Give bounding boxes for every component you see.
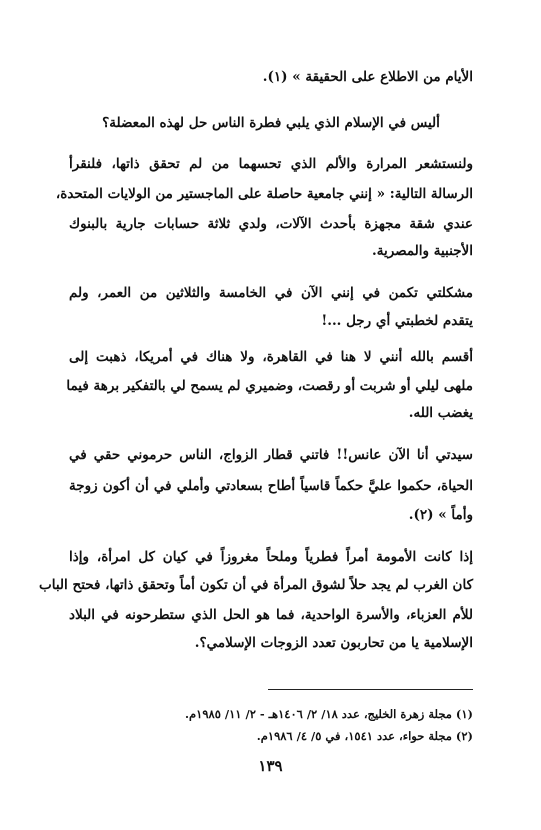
text-line: الحياة، حكموا عليَّ حكماً قاسياً أطاح بسعادتي وأملي في أن أكون زوجة (69, 478, 473, 494)
text-line: وأماً » (٢). (408, 507, 473, 523)
text-line: الأيام من الاطلاع على الحقيقة » (١). (262, 69, 473, 85)
text-line: يتقدم لخطبتي أي رجل ...! (321, 313, 473, 329)
footnote: (١) مجلة زهرة الخليج، عدد ١٨/ ٢/ ١٤٠٦هـ - ٢/ ١١/ ١٩٨٥م. (185, 707, 473, 721)
text-line: ولنستشعر المرارة والألم الذي تحسهما من لم تحقق ذاتها، فلنقرأ (69, 156, 473, 172)
page-number: ١٣٩ (258, 757, 283, 775)
text-line: عندي شقة مجهزة بأحدث الآلات، ولدي ثلاثة حسابات جارية بالبنوك (69, 216, 473, 232)
text-line: للأم العزباء، والأسرة الواحدية، فما هو الحل الذي ستطرحونه في البلاد (69, 607, 473, 623)
text-line: مشكلتي تكمن في إنني الآن في الخامسة والثلاثين من العمر، ولم (69, 285, 473, 301)
footnote: (٢) مجلة حواء، عدد ١٥٤١، في ٥/ ٤/ ١٩٨٦م. (256, 729, 473, 743)
heading-question: أليس في الإسلام الذي يلبي فطرة الناس حل لهذه المعضلة؟ (102, 115, 440, 131)
text-line: أقسم بالله أنني لا هنا في القاهرة، ولا هناك في أمريكا، ذهبت إلى (69, 349, 473, 365)
text-line: ملهى ليلي أو شربت أو رقصت، وضميري لم يسمح لي بالتفكير برهة فيما (66, 378, 473, 394)
footnote-divider (268, 689, 473, 690)
text-line: الإسلامية يا من تحاربون تعدد الزوجات الإسلامي؟. (194, 635, 473, 651)
text-line: يغضب الله. (408, 405, 473, 421)
text-line: إذا كانت الأمومة أمراً فطرياً وملحاً مغروزاً في كيان كل امرأة، وإذا (69, 549, 473, 565)
text-line: سيدتي أنا الآن عانس!! فاتني قطار الزواج، الناس حرموني حقي في (69, 447, 473, 463)
text-line: كان الغرب لم يجد حلاً لشوق المرأة في أن تكون أماً وتحقق ذاتها، فحتح الباب (39, 577, 473, 593)
text-line: الأجنبية والمصرية. (372, 243, 473, 259)
text-line: الرسالة التالية: « إنني جامعية حاصلة على الماجستير من الولايات المتحدة، (55, 186, 473, 202)
